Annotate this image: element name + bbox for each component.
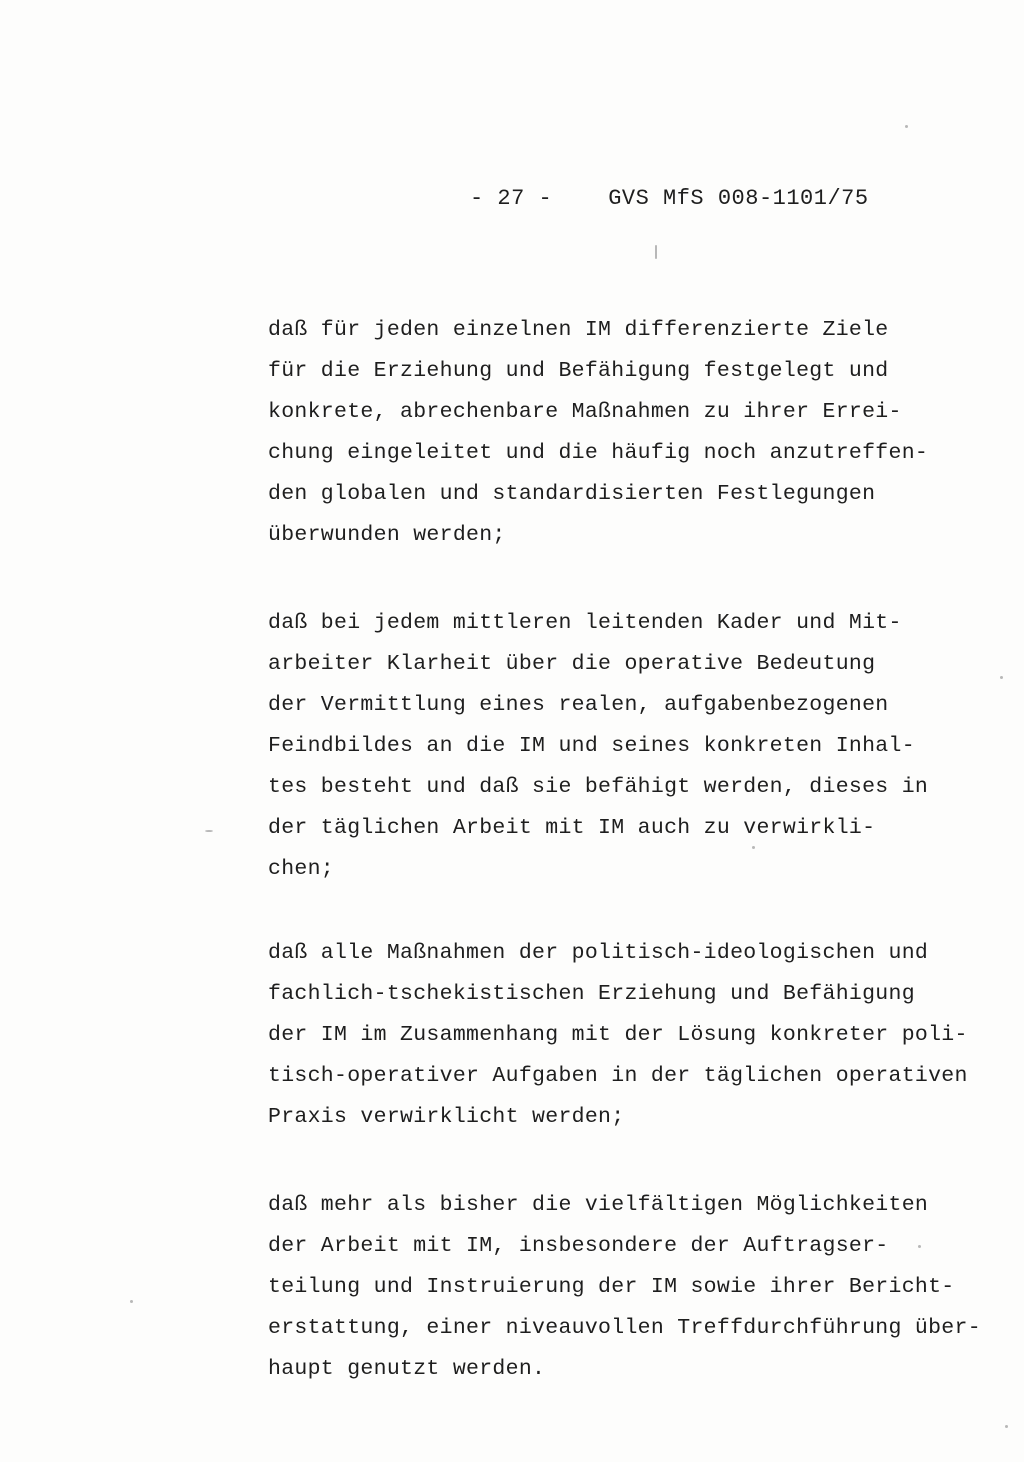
text-line: haupt genutzt werden.	[268, 1357, 546, 1381]
text-line: tisch-operativer Aufgaben in der täglichen operativen	[268, 1064, 968, 1088]
scan-speck	[130, 1300, 133, 1303]
text-line: für die Erziehung und Befähigung festgelegt und	[268, 359, 889, 383]
text-line: daß mehr als bisher die vielfältigen Möglichkeiten	[268, 1193, 929, 1217]
text-line: daß bei jedem mittleren leitenden Kader und Mit-	[268, 611, 902, 635]
scan-speck	[905, 125, 908, 128]
scan-speck	[918, 1245, 921, 1248]
text-line: chen;	[268, 857, 335, 881]
text-line: der täglichen Arbeit mit IM auch zu verwirkli-	[268, 816, 876, 840]
text-line: teilung und Instruierung der IM sowie ihrer Bericht-	[268, 1275, 955, 1299]
page-number: - 27 -	[470, 186, 553, 211]
text-line: den globalen und standardisierten Festlegungen	[268, 482, 876, 506]
text-line: Praxis verwirklicht werden;	[268, 1105, 625, 1129]
text-line: der Vermittlung eines realen, aufgabenbezogenen	[268, 693, 889, 717]
text-line: fachlich-tschekistischen Erziehung und Befähigung	[268, 982, 915, 1006]
scan-speck	[205, 830, 213, 832]
paragraph-3	[268, 933, 968, 1138]
scan-speck	[1005, 1425, 1008, 1428]
paragraph-2	[268, 603, 968, 890]
scan-speck	[752, 846, 755, 849]
page-header	[470, 186, 869, 211]
document-reference: GVS MfS 008-1101/75	[608, 186, 869, 211]
paragraph-1	[268, 310, 968, 556]
text-line: überwunden werden;	[268, 523, 506, 547]
text-line: daß für jeden einzelnen IM differenzierte Ziele	[268, 318, 889, 342]
text-line: tes besteht und daß sie befähigt werden, dieses in	[268, 775, 929, 799]
text-line: konkrete, abrechenbare Maßnahmen zu ihrer Errei-	[268, 400, 902, 424]
text-line: der Arbeit mit IM, insbesondere der Auftragser-	[268, 1234, 889, 1258]
text-line: erstattung, einer niveauvollen Treffdurchführung über-	[268, 1316, 981, 1340]
text-line: daß alle Maßnahmen der politisch-ideologischen und	[268, 941, 929, 965]
scan-speck	[1000, 676, 1003, 679]
text-line: der IM im Zusammenhang mit der Lösung konkreter poli-	[268, 1023, 968, 1047]
text-line: Feindbildes an die IM und seines konkreten Inhal-	[268, 734, 915, 758]
text-line: chung eingeleitet und die häufig noch anzutreffen-	[268, 441, 929, 465]
scan-speck	[655, 245, 657, 259]
text-line: arbeiter Klarheit über die operative Bedeutung	[268, 652, 876, 676]
paragraph-4	[268, 1185, 981, 1390]
